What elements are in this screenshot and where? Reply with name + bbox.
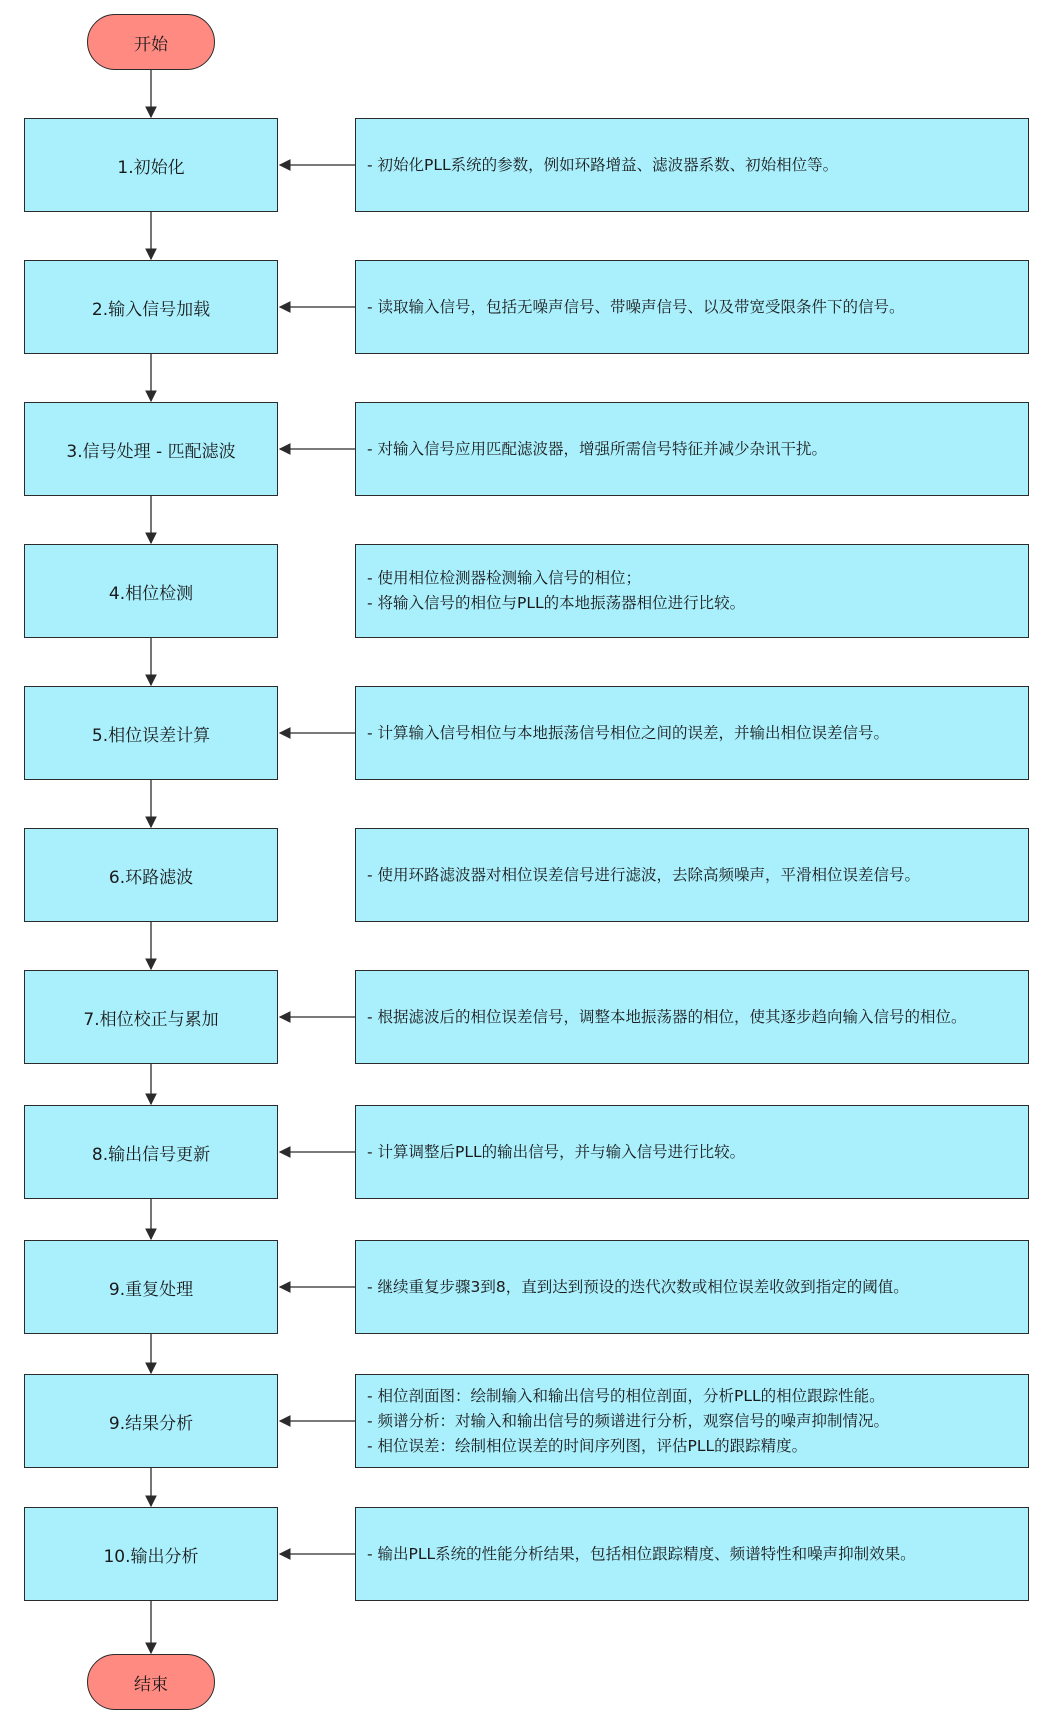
step-description-box — [355, 402, 1029, 496]
description-line: - 继续重复步骤3到8，直到达到预设的迭代次数或相位误差收敛到指定的阈值。 — [367, 1277, 909, 1296]
step-label: 10.输出分析 — [103, 1546, 199, 1567]
description-line: - 相位误差：绘制相位误差的时间序列图，评估PLL的跟踪精度。 — [367, 1436, 808, 1455]
step-description-box — [355, 686, 1029, 780]
step-description-box — [355, 828, 1029, 922]
step-box — [24, 402, 278, 496]
description-line: - 对输入信号应用匹配滤波器，增强所需信号特征并减少杂讯干扰。 — [367, 439, 828, 458]
step-label: 5.相位误差计算 — [91, 725, 211, 746]
step-label: 6.环路滤波 — [108, 867, 194, 888]
step-label: 4.相位检测 — [108, 583, 194, 604]
description-line: - 读取输入信号，包括无噪声信号、带噪声信号、以及带宽受限条件下的信号。 — [367, 297, 905, 316]
description-line: - 根据滤波后的相位误差信号，调整本地振荡器的相位，使其逐步趋向输入信号的相位。 — [367, 1007, 967, 1026]
description-line: - 使用相位检测器检测输入信号的相位； — [367, 569, 642, 587]
description-line: - 使用环路滤波器对相位误差信号进行滤波，去除高频噪声，平滑相位误差信号。 — [367, 865, 921, 884]
step-description-box — [355, 118, 1029, 212]
end-node — [87, 1654, 215, 1710]
step-box — [24, 828, 278, 922]
description-line: - 输出PLL系统的性能分析结果，包括相位跟踪精度、频谱特性和噪声抑制效果。 — [367, 1544, 916, 1563]
end-label: 结束 — [134, 1674, 168, 1695]
start-node — [87, 14, 215, 70]
step-description-box — [355, 1105, 1029, 1199]
step-description-box — [355, 544, 1029, 638]
step-description-box — [355, 1507, 1029, 1601]
description-line: - 将输入信号的相位与PLL的本地振荡器相位进行比较。 — [367, 594, 746, 612]
step-label: 9.结果分析 — [108, 1413, 194, 1434]
step-description-box — [355, 1240, 1029, 1334]
step-box — [24, 544, 278, 638]
step-box — [24, 686, 278, 780]
step-box — [24, 1507, 278, 1601]
step-label: 2.输入信号加载 — [91, 299, 211, 320]
step-box — [24, 1240, 278, 1334]
step-label: 8.输出信号更新 — [91, 1144, 211, 1165]
step-description-box — [355, 1374, 1029, 1468]
step-box — [24, 260, 278, 354]
step-label: 9.重复处理 — [108, 1279, 194, 1300]
description-line: - 频谱分析：对输入和输出信号的频谱进行分析，观察信号的噪声抑制情况。 — [367, 1411, 890, 1430]
description-line: - 相位剖面图：绘制输入和输出信号的相位剖面，分析PLL的相位跟踪性能。 — [367, 1386, 885, 1405]
step-box — [24, 970, 278, 1064]
step-box — [24, 1105, 278, 1199]
step-box — [24, 118, 278, 212]
step-description-box — [355, 260, 1029, 354]
step-label: 3.信号处理 - 匹配滤波 — [66, 441, 236, 462]
step-label: 1.初始化 — [117, 157, 185, 178]
description-line: - 计算调整后PLL的输出信号，并与输入信号进行比较。 — [367, 1142, 746, 1161]
description-line: - 计算输入信号相位与本地振荡信号相位之间的误差，并输出相位误差信号。 — [367, 723, 890, 742]
step-box — [24, 1374, 278, 1468]
start-label: 开始 — [134, 34, 168, 55]
step-label: 7.相位校正与累加 — [83, 1009, 219, 1030]
description-line: - 初始化PLL系统的参数，例如环路增益、滤波器系数、初始相位等。 — [367, 155, 839, 174]
step-description-box — [355, 970, 1029, 1064]
